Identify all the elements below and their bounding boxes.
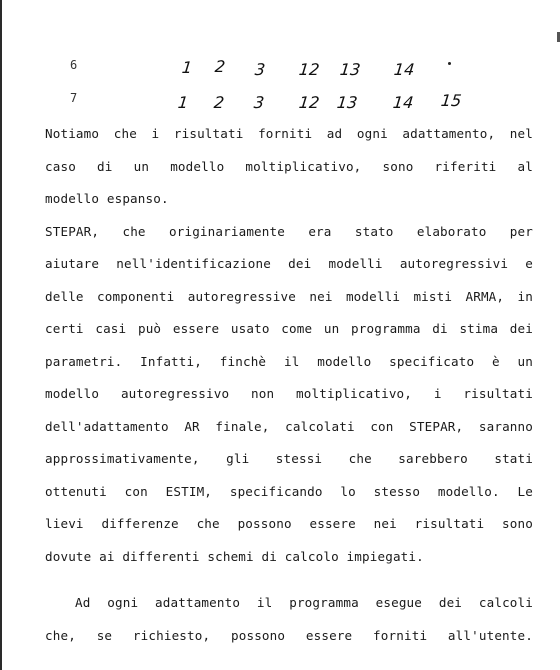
text-line: dovute ai differenti schemi di calcolo impiegati. [45, 548, 424, 564]
text-line: certi casi può essere usato come un programma di stima dei [45, 321, 533, 336]
term-value: 13 [336, 93, 359, 112]
text-line: ottenuti con ESTIM, specificando lo stesso modello. Le [45, 483, 533, 499]
term-value: 12 [298, 93, 321, 112]
text-line: aiutare nell'identificazione dei modelli autoregressivi e [45, 256, 533, 271]
term-value: 15 [440, 91, 463, 110]
text-line: Notiamo che i risultati forniti ad ogni adattamento, nel [45, 126, 533, 141]
text-line: caso di un modello moltiplicativo, sono riferiti al [45, 158, 533, 174]
body-text [45, 118, 533, 652]
text-line: che, se richiesto, possono essere forniti all'utente. [45, 627, 533, 643]
term-value: 14 [393, 60, 416, 79]
text-line: parametri. Infatti, finchè il modello specificato è un [45, 353, 533, 369]
term-value: 13 [339, 60, 362, 79]
placeholder-dot [448, 62, 451, 65]
row-label: 7 [70, 91, 78, 105]
table-row [0, 56, 560, 78]
paragraph [45, 118, 533, 216]
term-value: 2 [213, 93, 226, 112]
text-line: Ad ogni adattamento il programma esegue dei calcoli [75, 595, 533, 610]
term-value: 3 [253, 93, 266, 112]
term-value: 12 [298, 60, 321, 79]
text-line: delle componenti autoregressive nei modelli misti ARMA, in [45, 288, 533, 304]
paragraph [45, 216, 533, 574]
row-label: 6 [70, 58, 78, 72]
text-line: STEPAR, che originariamente era stato elaborato per [45, 223, 533, 239]
term-value: 3 [254, 60, 267, 79]
term-value: 14 [392, 93, 415, 112]
text-line: lievi differenze che possono essere nei risultati sono [45, 516, 533, 531]
table-row [0, 90, 560, 112]
paragraph [45, 587, 533, 652]
text-line: approssimativamente, gli stessi che sarebbero stati [45, 451, 533, 466]
term-value: 1 [181, 58, 194, 77]
term-value: 2 [214, 57, 227, 76]
paragraph-gap [45, 573, 533, 587]
text-line: dell'adattamento AR finale, calcolati con STEPAR, saranno [45, 418, 533, 434]
text-line: modello autoregressivo non moltiplicativo, i risultati [45, 386, 533, 401]
term-value: 1 [177, 93, 190, 112]
text-line: modello espanso. [45, 191, 169, 206]
